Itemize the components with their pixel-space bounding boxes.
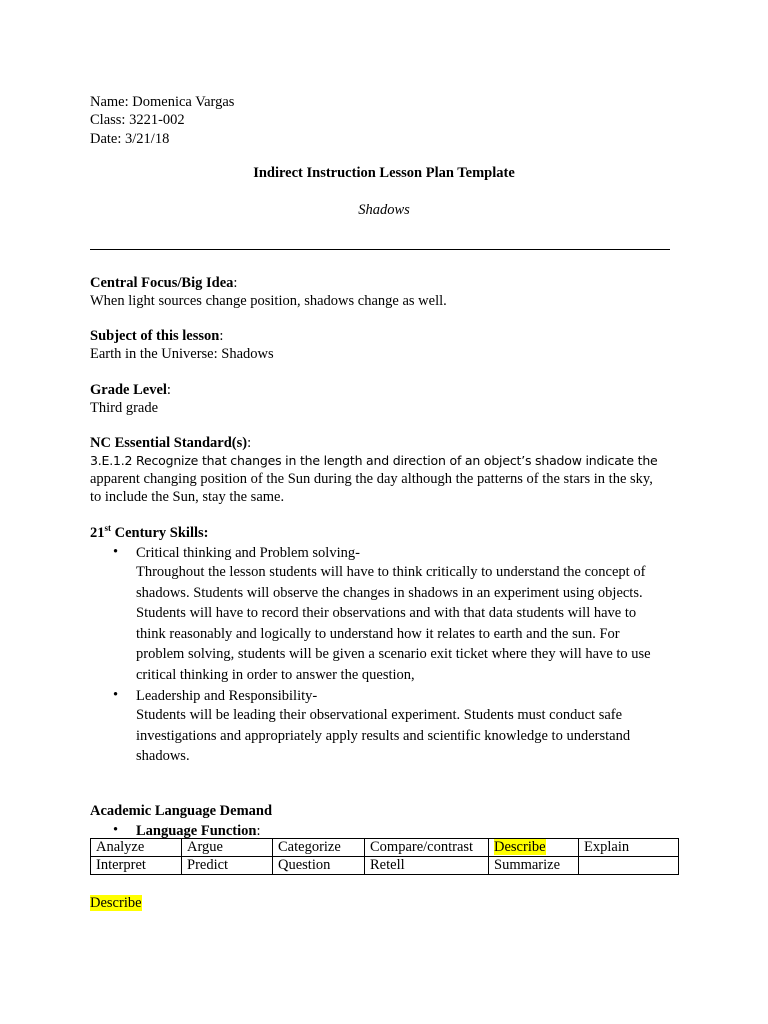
grade-text: Third grade xyxy=(90,400,159,416)
table-cell: Categorize xyxy=(273,839,365,857)
horizontal-rule xyxy=(90,249,670,250)
lesson-subtitle: Shadows xyxy=(358,202,410,218)
subject-text: Earth in the Universe: Shadows xyxy=(90,346,274,362)
language-function-table xyxy=(90,838,679,875)
table-cell xyxy=(579,857,679,875)
academic-language-heading: Academic Language Demand xyxy=(90,803,273,819)
grade-heading: Grade Level: xyxy=(90,382,171,398)
selected-language-function: Describe xyxy=(90,895,142,911)
table-cell: Retell xyxy=(365,857,489,875)
subject-heading: Subject of this lesson: xyxy=(90,328,224,344)
standard-line-2: apparent changing position of the Sun during the day although the patterns of the stars in the sky, xyxy=(90,471,653,487)
skill-title-critical-thinking: Critical thinking and Problem solving- xyxy=(136,545,360,561)
document-title: Indirect Instruction Lesson Plan Template xyxy=(253,165,515,181)
student-name: Name: Domenica Vargas xyxy=(90,94,235,110)
table-row xyxy=(91,857,679,875)
central-focus-heading: Central Focus/Big Idea: xyxy=(90,275,238,291)
skill-title-leadership: Leadership and Responsibility- xyxy=(136,688,318,704)
table-cell: Interpret xyxy=(91,857,182,875)
standard-line-3: to include the Sun, stay the same. xyxy=(90,489,285,505)
table-cell: Predict xyxy=(182,857,273,875)
table-cell: Summarize xyxy=(489,857,579,875)
class-number: Class: 3221-002 xyxy=(90,112,185,128)
table-cell-highlighted: Describe xyxy=(489,839,579,857)
table-row xyxy=(91,839,679,857)
table-cell: Compare/contrast xyxy=(365,839,489,857)
table-cell: Argue xyxy=(182,839,273,857)
language-function-label: Language Function: xyxy=(136,823,261,839)
standard-line-1: 3.E.1.2 Recognize that changes in the length and direction of an object’s shadow indicate the xyxy=(90,453,658,468)
skill-description-critical-thinking: Throughout the lesson students will have to think critically to understand the concept of shadows. Students will observe the changes in shadows in an experiment using objects. Students will have to record their observations and with that data students will have to think reasonably and logically to understand how it relates to earth and the sun. For problem solving, students will be given a scenario exit ticket where they will have to use critical thinking in order to answer the question, xyxy=(136,564,651,683)
table-cell: Question xyxy=(273,857,365,875)
central-focus-text: When light sources change position, shadows change as well. xyxy=(90,293,447,309)
standards-heading: NC Essential Standard(s): xyxy=(90,435,252,451)
table-cell: Analyze xyxy=(91,839,182,857)
table-cell: Explain xyxy=(579,839,679,857)
skill-description-leadership: Students will be leading their observational experiment. Students must conduct safe investigations and appropriately apply results and scientific knowledge to understand shadows. xyxy=(136,707,631,765)
skills-heading: 21st Century Skills: xyxy=(90,523,209,541)
date: Date: 3/21/18 xyxy=(90,131,170,147)
